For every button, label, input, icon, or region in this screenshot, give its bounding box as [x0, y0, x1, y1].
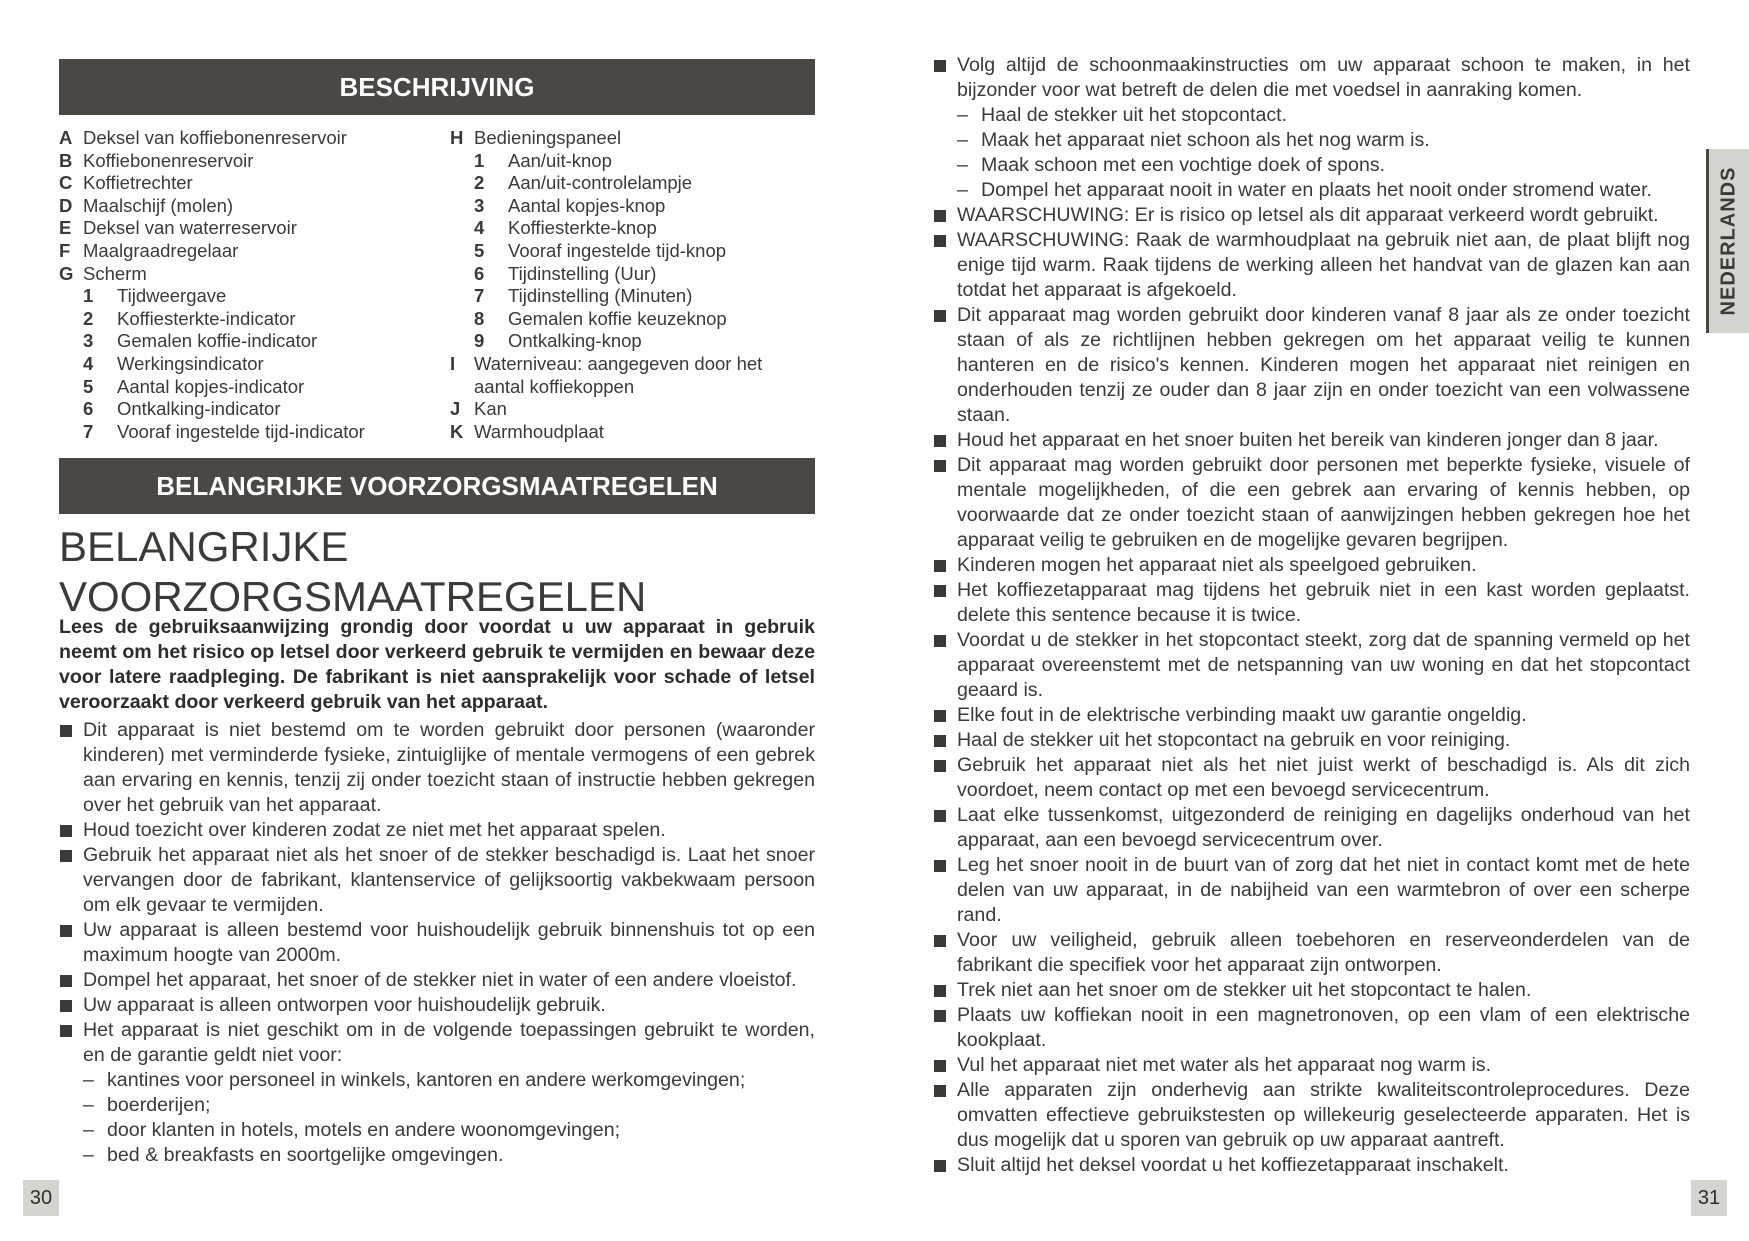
- part-item: [450, 308, 762, 331]
- part-item: [450, 330, 762, 353]
- part-label: Maalgraadregelaar: [83, 239, 239, 261]
- part-label: Tijdweergave: [117, 285, 227, 307]
- part-label: Aan/uit-knop: [508, 149, 612, 171]
- list-item: Volg altijd de schoonmaakinstructies om uw apparaat schoon te maken, in het bijzonder voor wat betreft de delen die met voedsel in aanraking komen.: [933, 53, 1690, 103]
- part-item: [450, 421, 762, 444]
- part-label: Koffiesterkte-indicator: [117, 307, 296, 329]
- part-label: Gemalen koffie keuzeknop: [508, 307, 727, 329]
- part-key: 1: [83, 285, 94, 307]
- list-item: Leg het snoer nooit in de buurt van of zorg dat het niet in contact komt met de hete delen van uw apparaat, in de nabijheid van een warmtebron of over een scherpe rand.: [933, 853, 1690, 928]
- part-item: [450, 195, 762, 218]
- part-item: [59, 195, 365, 218]
- part-item: [450, 353, 762, 376]
- list-item: Uw apparaat is alleen ontworpen voor huishoudelijk gebruik.: [59, 993, 815, 1018]
- description-header: BESCHRIJVING: [59, 59, 815, 115]
- sub-list-item: – Maak het apparaat niet schoon als het nog warm is.: [933, 128, 1690, 153]
- part-item: [450, 376, 762, 399]
- language-tab: [1706, 149, 1749, 333]
- sub-list-item: – Haal de stekker uit het stopcontact.: [933, 103, 1690, 128]
- part-key: A: [59, 127, 73, 148]
- sub-list-item: – Maak schoon met een vochtige doek of spons.: [933, 153, 1690, 178]
- part-item: [59, 240, 365, 263]
- part-label: Aantal kopjes-indicator: [117, 375, 305, 397]
- part-label: Bedieningspaneel: [474, 127, 622, 148]
- part-item: [59, 308, 365, 331]
- list-item: Houd het apparaat en het snoer buiten het bereik van kinderen jonger dan 8 jaar.: [933, 428, 1690, 453]
- part-key: 6: [83, 398, 94, 420]
- part-item: [450, 150, 762, 173]
- part-label: Koffiesterkte-knop: [508, 217, 657, 239]
- part-item: [59, 285, 365, 308]
- left-safety-list: [59, 718, 815, 1168]
- part-key: E: [59, 217, 72, 239]
- list-item: WAARSCHUWING: Er is risico op letsel als dit apparaat verkeerd wordt gebruikt.: [933, 203, 1690, 228]
- part-label: Tijdinstelling (Uur): [508, 262, 657, 284]
- part-item: [450, 172, 762, 195]
- part-label: Vooraf ingestelde tijd-indicator: [117, 420, 365, 442]
- part-key: 6: [474, 262, 485, 284]
- part-label: Waterniveau: aangegeven door het: [474, 352, 763, 374]
- list-item: Plaats uw koffiekan nooit in een magnetronoven, op een vlam of een elektrische kookplaat.: [933, 1003, 1690, 1053]
- part-item: [450, 127, 762, 150]
- part-key: F: [59, 239, 71, 261]
- part-item: [59, 376, 365, 399]
- part-item: [450, 263, 762, 286]
- part-key: 2: [474, 172, 485, 194]
- part-label: Koffiebonenreservoir: [83, 149, 254, 171]
- part-key: C: [59, 172, 73, 194]
- parts-list-column-2: [450, 127, 762, 443]
- part-label: Warmhoudplaat: [474, 420, 604, 442]
- list-item: Gebruik het apparaat niet als het snoer of de stekker beschadigd is. Laat het snoer vervangen door de fabrikant, klantenservice of gelijksoortig vakbekwaam persoon om elk gevaar te vermijden.: [59, 843, 815, 918]
- part-item: [450, 217, 762, 240]
- list-item: Vul het apparaat niet met water als het apparaat nog warm is.: [933, 1053, 1690, 1078]
- page-number-right: 31: [1691, 1180, 1727, 1216]
- part-item: [450, 285, 762, 308]
- part-label: aantal koffiekoppen: [474, 375, 635, 397]
- list-item: Sluit altijd het deksel voordat u het koffiezetapparaat inschakelt.: [933, 1153, 1690, 1178]
- part-key: H: [450, 127, 464, 148]
- part-item: [59, 150, 365, 173]
- part-key: 5: [83, 375, 94, 397]
- list-item: Trek niet aan het snoer om de stekker uit het stopcontact te halen.: [933, 978, 1690, 1003]
- part-label: Ontkalking-knop: [508, 330, 642, 352]
- part-item: [59, 421, 365, 444]
- part-label: Aantal kopjes-knop: [508, 194, 666, 216]
- part-label: Kan: [474, 398, 507, 420]
- list-item: Uw apparaat is alleen bestemd voor huishoudelijk gebruik binnenshuis tot op een maximum hoogte van 2000m.: [59, 918, 815, 968]
- part-key: I: [450, 352, 456, 374]
- right-page: [874, 0, 1749, 1241]
- part-label: Scherm: [83, 262, 147, 284]
- part-label: Maalschijf (molen): [83, 194, 234, 216]
- language-tab-label: NEDERLANDS: [1717, 166, 1740, 316]
- list-item: Dit apparaat is niet bestemd om te worden gebruikt door personen (waaronder kinderen) met verminderde fysieke, zintuiglijke of mentale vermogens of een gebrek aan ervaring en kennis, tenzij zij onder toezicht staan of instructie hebben gekregen over het gebruik van het apparaat.: [59, 718, 815, 818]
- part-key: 7: [474, 285, 485, 307]
- part-item: [59, 353, 365, 376]
- sub-list-item: – Dompel het apparaat nooit in water en plaats het nooit onder stromend water.: [933, 178, 1690, 203]
- part-key: G: [59, 262, 74, 284]
- list-item: Dompel het apparaat, het snoer of de stekker niet in water of een andere vloeistof.: [59, 968, 815, 993]
- part-key: 4: [83, 352, 94, 374]
- part-label: Gemalen koffie-indicator: [117, 330, 318, 352]
- part-key: K: [450, 420, 464, 442]
- part-item: [59, 398, 365, 421]
- list-item: Dit apparaat mag worden gebruikt door kinderen vanaf 8 jaar als ze onder toezicht staan of als ze richtlijnen hebben gekregen om het apparaat veilig te kunnen hanteren en de risico's kennen. Kinderen mogen het apparaat niet reinigen en onderhouden tenzij ze ouder dan 8 jaar zijn en onder toezicht van een volwassene staan.: [933, 303, 1690, 428]
- sub-list-item: – door klanten in hotels, motels en andere woonomgevingen;: [59, 1118, 815, 1143]
- part-key: 8: [474, 307, 485, 329]
- safety-header: BELANGRIJKE VOORZORGSMAATREGELEN: [59, 458, 815, 514]
- sub-list-item: – boerderijen;: [59, 1093, 815, 1118]
- list-item: Het apparaat is niet geschikt om in de volgende toepassingen gebruikt te worden, en de garantie geldt niet voor:: [59, 1018, 815, 1068]
- list-item: Houd toezicht over kinderen zodat ze niet met het apparaat spelen.: [59, 818, 815, 843]
- list-item: Kinderen mogen het apparaat niet als speelgoed gebruiken.: [933, 553, 1690, 578]
- part-label: Koffietrechter: [83, 172, 193, 194]
- list-item: Alle apparaten zijn onderhevig aan strikte kwaliteitscontroleprocedures. Deze omvatten effectieve gebruikstesten op willekeurig geselecteerde apparaten. Het is dus mogelijk dat u sporen van gebruik op uw apparaat aantreft.: [933, 1078, 1690, 1153]
- left-page: [0, 0, 874, 1241]
- part-label: Vooraf ingestelde tijd-knop: [508, 239, 727, 261]
- part-key: 2: [83, 307, 94, 329]
- part-key: 3: [474, 194, 485, 216]
- list-item: Het koffiezetapparaat mag tijdens het gebruik niet in een kast worden geplaatst. delete this sentence because it is twice.: [933, 578, 1690, 628]
- safety-intro: Lees de gebruiksaanwijzing grondig door voordat u uw apparaat in gebruik neemt om het risico op letsel door verkeerd gebruik te vermijden en bewaar deze voor latere raadpleging. De fabrikant is niet aansprakelijk voor schade of letsel veroorzaakt door verkeerd gebruik van het apparaat.: [59, 616, 815, 713]
- part-item: [59, 127, 365, 150]
- part-label: Werkingsindicator: [117, 352, 264, 374]
- list-item: Voordat u de stekker in het stopcontact steekt, zorg dat de spanning vermeld op het apparaat overeenstemt met de netspanning van uw woning en dat het stopcontact geaard is.: [933, 628, 1690, 703]
- safety-title: BELANGRIJKE VOORZORGSMAATREGELEN: [59, 523, 647, 620]
- part-key: 7: [83, 420, 94, 442]
- part-key: [450, 376, 474, 399]
- list-item: Laat elke tussenkomst, uitgezonderd de reiniging en dagelijks onderhoud van het apparaat, aan een bevoegd servicecentrum over.: [933, 803, 1690, 853]
- part-key: 1: [474, 149, 485, 171]
- list-item: Voor uw veiligheid, gebruik alleen toebehoren en reserveonderdelen van de fabrikant die specifiek voor het apparaat zijn ontworpen.: [933, 928, 1690, 978]
- part-item: [59, 263, 365, 286]
- sub-list-item: – kantines voor personeel in winkels, kantoren en andere werkomgevingen;: [59, 1068, 815, 1093]
- list-item: WAARSCHUWING: Raak de warmhoudplaat na gebruik niet aan, de plaat blijft nog enige tijd warm. Raak tijdens de werking alleen het handvat van de glazen kan aan totdat het apparaat is afgekoeld.: [933, 228, 1690, 303]
- part-label: Deksel van koffiebonenreservoir: [83, 127, 347, 148]
- part-item: [59, 330, 365, 353]
- part-label: Ontkalking-indicator: [117, 398, 281, 420]
- list-item: Gebruik het apparaat niet als het niet juist werkt of beschadigd is. Als dit zich voordoet, neem contact op met een bevoegd servicecentrum.: [933, 753, 1690, 803]
- part-key: B: [59, 149, 73, 171]
- part-label: Aan/uit-controlelampje: [508, 172, 693, 194]
- part-item: [59, 172, 365, 195]
- list-item: Haal de stekker uit het stopcontact na gebruik en voor reiniging.: [933, 728, 1690, 753]
- page-number-left: 30: [23, 1180, 59, 1216]
- part-key: 3: [83, 330, 94, 352]
- part-item: [450, 240, 762, 263]
- part-key: 9: [474, 330, 485, 352]
- right-safety-list: [933, 53, 1690, 1178]
- list-item: Dit apparaat mag worden gebruikt door personen met beperkte fysieke, visuele of mentale mogelijkheden, of die een gebrek aan ervaring of kennis hebben, op voorwaarde dat ze onder toezicht staan of aanwijzingen hebben gekregen hoe het apparaat veilig te gebruiken en de mogelijke gevaren begrijpen.: [933, 453, 1690, 553]
- part-item: [450, 398, 762, 421]
- sub-list-item: – bed & breakfasts en soortgelijke omgevingen.: [59, 1143, 815, 1168]
- part-label: Tijdinstelling (Minuten): [508, 285, 693, 307]
- part-key: 5: [474, 239, 485, 261]
- part-label: Deksel van waterreservoir: [83, 217, 297, 239]
- part-key: D: [59, 194, 73, 216]
- part-key: 4: [474, 217, 485, 239]
- part-key: J: [450, 398, 461, 420]
- part-item: [59, 217, 365, 240]
- list-item: Elke fout in de elektrische verbinding maakt uw garantie ongeldig.: [933, 703, 1690, 728]
- parts-list-column-1: [59, 127, 365, 443]
